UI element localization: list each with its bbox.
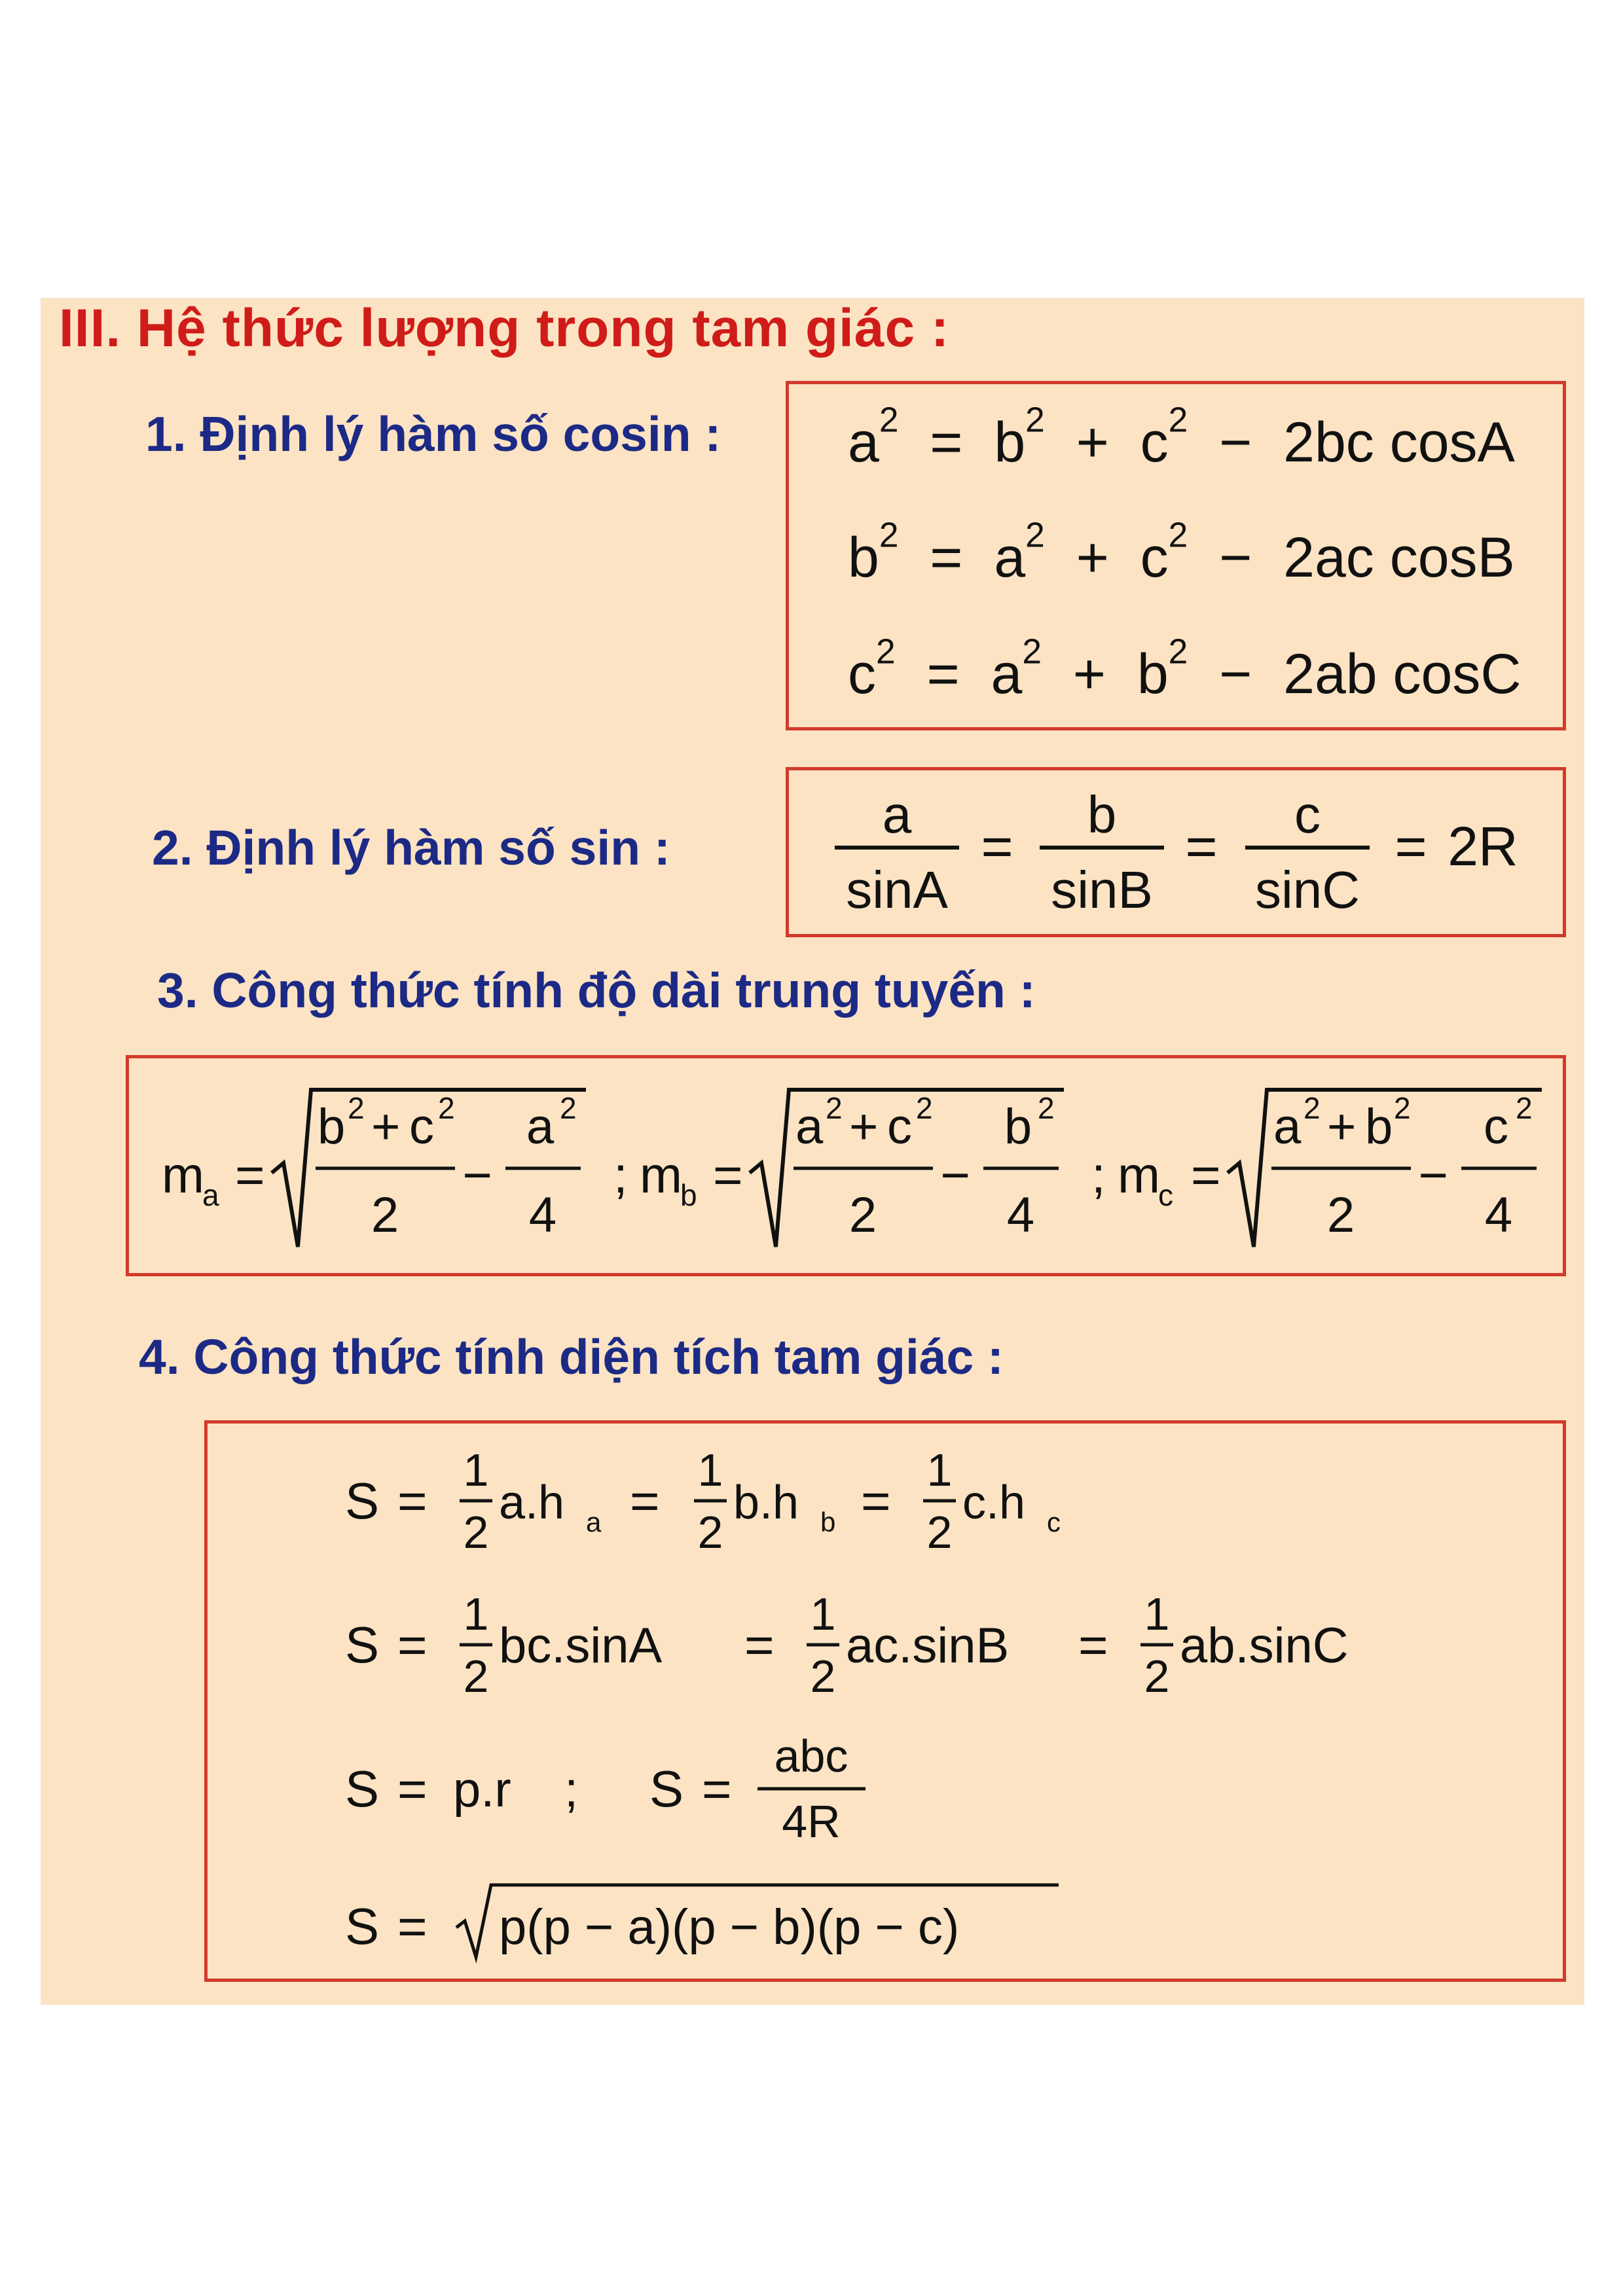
area-r2-eq2: =: [1078, 1616, 1108, 1674]
area-r2-t3: ab.sinC: [1180, 1618, 1349, 1674]
area-r1-S: S: [345, 1472, 380, 1530]
median-a-n3-sq: 2: [560, 1091, 577, 1125]
median-b: [640, 1090, 1064, 1247]
sine-result: 2R: [1448, 816, 1518, 877]
area-r1-eq2: =: [861, 1472, 891, 1530]
median-a-minus: −: [462, 1146, 492, 1204]
median-c-n3-sq: 2: [1516, 1091, 1533, 1125]
median-c-n1-sq: 2: [1304, 1091, 1321, 1125]
area-r2-t2: ac.sinB: [846, 1618, 1010, 1674]
cosine-eq-c: $c^2 = a^2 + b^2 - 2ab$ cosC: [848, 632, 1522, 706]
area-r1-t1: a.h: [499, 1477, 565, 1529]
median-a-plus: +: [371, 1099, 401, 1155]
area-r4-radicand: p(p − a)(p − b)(p − c): [499, 1899, 960, 1955]
sine-eq-1: =: [981, 816, 1013, 877]
median-c-minus: −: [1418, 1146, 1448, 1204]
section-sine-label: 2. Định lý hàm số sin :: [152, 820, 670, 875]
sine-den-a: sinA: [846, 861, 948, 919]
area-r1-h1-den: 2: [463, 1507, 489, 1558]
median-c-m: m: [1118, 1146, 1160, 1204]
page-title: III. Hệ thức lượng trong tam giác :: [59, 298, 950, 358]
median-b-sub: b: [680, 1178, 697, 1212]
median-a-n2: c: [409, 1099, 434, 1155]
area-r1-t3-sub: c: [1047, 1507, 1061, 1537]
median-c-n2-sq: 2: [1394, 1091, 1411, 1125]
median-b-plus: +: [849, 1099, 879, 1155]
median-c-n1: a: [1273, 1099, 1302, 1155]
area-r1-h3-den: 2: [926, 1507, 953, 1558]
median-b-m: m: [640, 1146, 682, 1204]
median-a-d1: 2: [371, 1187, 399, 1243]
median-a-n2-sq: 2: [438, 1091, 455, 1125]
sine-eq-2: =: [1185, 816, 1218, 877]
area-row-2: [345, 1588, 1349, 1702]
area-row-3: [345, 1731, 866, 1847]
area-r2-eq0: =: [397, 1616, 428, 1674]
median-c-d2: 4: [1484, 1187, 1513, 1243]
sine-law-formula: [789, 770, 1563, 934]
median-c-sub: c: [1158, 1178, 1173, 1212]
sine-num-a: a: [882, 785, 912, 844]
area-r2-eq1: =: [744, 1616, 775, 1674]
median-b-minus: −: [940, 1146, 970, 1204]
area-r2-h1-num: 1: [463, 1588, 489, 1640]
area-r3-pr: p.r: [453, 1762, 511, 1818]
sine-eq-3: =: [1395, 816, 1427, 877]
area-r3-den: 4R: [782, 1796, 841, 1847]
median-b-n3-sq: 2: [1038, 1091, 1055, 1125]
area-r4-eq: =: [397, 1897, 428, 1955]
median-b-n1-sq: 2: [826, 1091, 843, 1125]
median-a-n3: a: [526, 1099, 555, 1155]
area-row-1: [345, 1444, 1061, 1558]
median-box: [126, 1055, 1566, 1276]
area-r1-h2-den: 2: [697, 1507, 723, 1558]
median-a-n1-sq: 2: [348, 1091, 365, 1125]
area-r2-t1: bc.sinA: [499, 1618, 663, 1674]
area-r1-eq0: =: [397, 1472, 428, 1530]
median-c-n2: b: [1365, 1099, 1393, 1155]
area-r2-S: S: [345, 1616, 380, 1674]
sine-num-b: b: [1087, 785, 1117, 844]
area-r3-S2: S: [649, 1760, 684, 1818]
median-a-sub: a: [202, 1178, 219, 1212]
median-a-eq: =: [235, 1146, 265, 1204]
median-formula: [129, 1058, 1563, 1273]
area-r1-h2-num: 1: [697, 1444, 723, 1496]
median-b-d2: 4: [1006, 1187, 1035, 1243]
area-formula: [208, 1424, 1563, 1979]
cosine-eq-b: $b^2 = a^2 + c^2 - 2ac$ cosB: [848, 516, 1515, 589]
area-r1-h3-num: 1: [926, 1444, 953, 1496]
area-r3-S1: S: [345, 1760, 380, 1818]
cosine-law-box: [786, 381, 1566, 730]
section-cosine-label: 1. Định lý hàm số cosin :: [145, 406, 721, 461]
area-r1-h1-num: 1: [463, 1444, 489, 1496]
median-b-n3: b: [1004, 1099, 1032, 1155]
median-sep-1: ;: [613, 1146, 628, 1204]
area-r3-eq2: =: [702, 1760, 732, 1818]
area-box: [204, 1420, 1566, 1982]
median-b-eq: =: [713, 1146, 743, 1204]
area-r2-h1-den: 2: [463, 1651, 489, 1702]
area-r2-h2-den: 2: [810, 1651, 836, 1702]
median-sep-2: ;: [1091, 1146, 1106, 1204]
sine-num-c: c: [1294, 785, 1321, 844]
area-r2-h3-num: 1: [1144, 1588, 1170, 1640]
sine-den-c: sinC: [1254, 861, 1360, 919]
area-row-4: [345, 1885, 1059, 1957]
median-b-d1: 2: [848, 1187, 877, 1243]
median-c-n3: c: [1484, 1099, 1508, 1155]
cosine-eq-a: $a^2 = b^2 + c^2 - 2bc$ cosA: [848, 401, 1515, 474]
median-a-d2: 4: [528, 1187, 557, 1243]
section-area-label: 4. Công thức tính diện tích tam giác :: [139, 1329, 1004, 1384]
area-r4-S: S: [345, 1897, 380, 1955]
median-c-eq: =: [1191, 1146, 1221, 1204]
area-r1-t2: b.h: [733, 1477, 799, 1529]
sine-den-b: sinB: [1051, 861, 1153, 919]
area-r3-num: abc: [774, 1731, 848, 1782]
median-b-n2: c: [887, 1099, 912, 1155]
area-r1-t3: c.h: [962, 1477, 1026, 1529]
area-r1-t1-sub: a: [586, 1507, 602, 1537]
median-a-m: m: [162, 1146, 204, 1204]
area-r3-semicolon: ;: [564, 1762, 579, 1818]
section-median-label: 3. Công thức tính độ dài trung tuyến :: [157, 963, 1036, 1018]
median-c: [1118, 1090, 1542, 1247]
median-c-d1: 2: [1326, 1187, 1355, 1243]
area-r2-h2-num: 1: [810, 1588, 836, 1640]
median-a: [162, 1090, 586, 1247]
median-c-plus: +: [1327, 1099, 1357, 1155]
median-b-n1: a: [795, 1099, 824, 1155]
area-r1-t2-sub: b: [820, 1507, 836, 1537]
area-r3-eq1: =: [397, 1760, 428, 1818]
area-r2-h3-den: 2: [1144, 1651, 1170, 1702]
sine-law-box: [786, 767, 1566, 937]
median-b-n2-sq: 2: [916, 1091, 933, 1125]
area-r1-eq1: =: [630, 1472, 660, 1530]
median-a-n1: b: [318, 1099, 346, 1155]
